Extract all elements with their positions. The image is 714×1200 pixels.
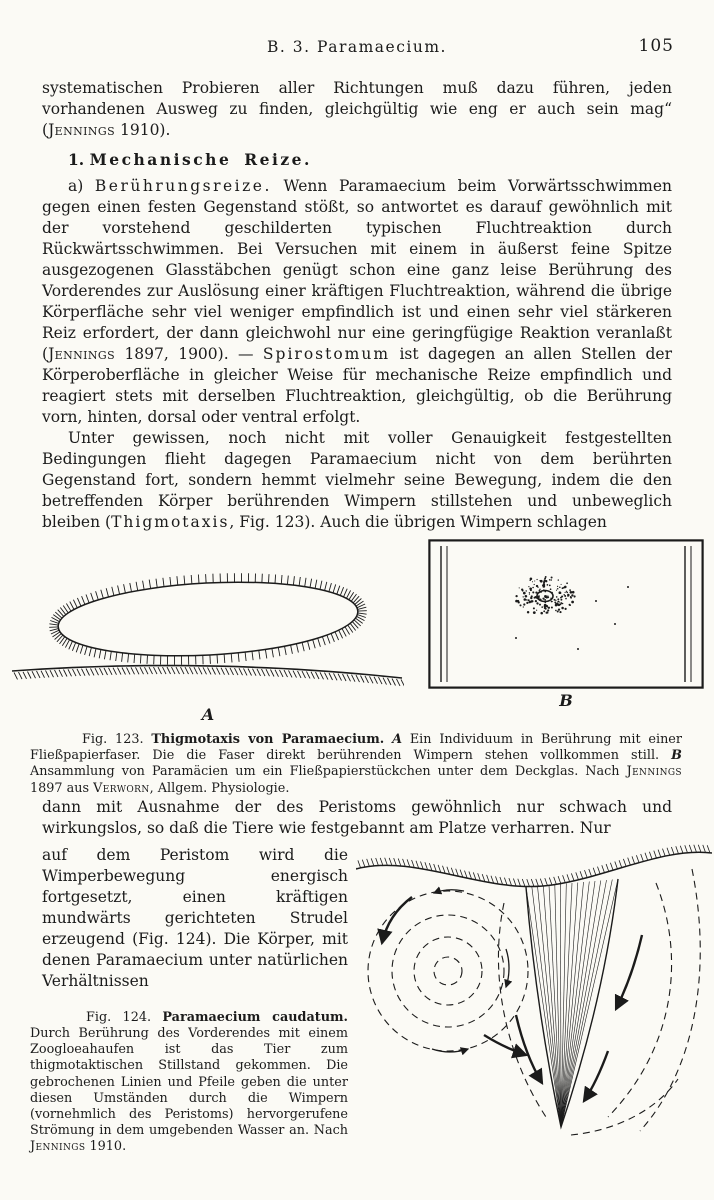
paragraph-continuation-2: dann mit Ausnahme der des Peristoms gewöhnlich nur schwach und wirkungslos, so daß die Tiere wie festgebannt am Platze verharren. Nur: [42, 797, 672, 837]
figure-123-caption: [30, 732, 682, 797]
figure-label-a: A: [201, 705, 215, 724]
section-title: Mechanische Reize.: [89, 150, 312, 169]
figure-123b: [428, 539, 704, 710]
page-header: [42, 38, 672, 56]
figure-123: [12, 539, 704, 724]
page-number: 105: [638, 36, 674, 56]
paramecia-cluster: [441, 546, 691, 682]
caption-text: 1897 aus: [30, 780, 94, 796]
caption-text: , Allgem. Physiologie.: [149, 780, 290, 796]
figure-123a: [12, 555, 404, 724]
paragraph-text: Unter gewissen, noch nicht mit voller Genauigkeit festgestellten Bedingungen flieht dagegen Paramaecium nicht von dem berührten Gegenstand fort, sondern hemmt vielmehr seine Bewegung, indem die den betreffenden Körper berührenden Wimpern stillstehen und unbeweglich bleiben (: [42, 429, 672, 531]
caption-text: Ein Individuum in Berührung mit einer Fließpapierfaser. Die die Faser direkt berührenden Wimpern stehen vollkommen still.: [30, 732, 683, 764]
caption-ref-b: B: [671, 748, 682, 764]
author-name: Jennings: [626, 764, 682, 780]
caption-text: 1910.: [85, 1139, 127, 1155]
term-beruehrungsreize: Berührungsreize.: [94, 177, 272, 195]
fiber-hatching: [14, 667, 404, 686]
paramecium-body-outline: [56, 575, 359, 663]
caption-title: Thigmotaxis von Paramaecium.: [151, 732, 385, 747]
left-column: [30, 845, 348, 1156]
caption-text: Durch Berührung des Vorderendes mit einem Zoogloeahaufen ist das Tier zum thigmotaktischen Stillstand gekommen. Die gebrochenen Linien und Pfeile geben die unter diesen Umständen durch die Wimpern (vornehmlich des Peristoms) hervorgerufene Strömung in dem umgebenden Wasser an. Nach: [30, 1026, 348, 1139]
author-name: Jennings: [48, 121, 116, 139]
paragraph-thigmotaxis: [42, 428, 672, 533]
author-name: Jennings: [30, 1139, 86, 1155]
running-head: B. 3. Paramaecium.: [267, 38, 447, 56]
paramecium-on-fiber-drawing: [12, 555, 404, 703]
caption-title: Paramaecium caudatum.: [162, 1009, 348, 1025]
section-number: 1.: [68, 150, 90, 169]
list-letter: a): [68, 177, 95, 195]
two-column-section: [30, 845, 672, 1156]
caption-fig-number: Fig. 123.: [82, 732, 144, 747]
term-spirostomum: Spirostomum: [262, 345, 391, 363]
paragraph-text: ist dagegen an allen Stellen der Körperoberfläche in gleicher Weise für mechanische Reize empfindlich und reagiert stets mit derselben Fluchtreaktion, gleichgültig, ob die Berührung vorn, hinten, dorsal oder ventral erfolgt.: [42, 345, 672, 426]
paragraph-continuation: [42, 78, 672, 141]
term-thigmotaxis: Thigmotaxis: [111, 513, 230, 531]
paragraph-peristom: auf dem Peristom wird die Wimperbewegung energisch fortgesetzt, einen kräftigen mundwärts gerichteten Strudel erzeugend (Fig. 124). Die Körper, mit denen Paramaecium unter natürlichen Verhältnissen: [42, 845, 348, 990]
paragraph-beruehrungsreize: [42, 176, 672, 428]
paragraph-text: systematischen Probieren aller Richtungen muß dazu führen, jeden vorhandenen Ausweg zu finden, gleichgültig wie eng er auch sein mag“ (: [42, 79, 672, 139]
figure-124-caption: [30, 1010, 348, 1156]
caption-ref-a: A: [392, 732, 402, 747]
caption-fig-number: Fig. 124.: [86, 1009, 152, 1025]
paramecia-aggregation-drawing: [428, 539, 704, 689]
streamlines-and-body: [356, 845, 712, 1135]
paragraph-text: 1910).: [115, 121, 171, 139]
paragraph-text: Wenn Paramaecium beim Vorwärtsschwimmen gegen einen festen Gegenstand stößt, so antwortet es darauf gewöhnlich mit der vorstehend geschilderten typischen Fluchtreaktion durch Rückwärtsschwimmen. Bei Versuchen mit einem in äußerst feine Spitze ausgezogenen Glasstäbchen genügt schon eine ganz leise Berührung des Vorderendes zur Auslösung einer kräftigen Fluchtreaktion, während die übrige Körperfläche sehr viel weniger empfindlich ist und einen sehr viel stärkeren Reiz erfordert, der dann gleichwohl nur eine geringfügige Reaktion veranlaßt (: [42, 177, 672, 363]
paragraph-text: , Fig. 123). Auch die übrigen Wimpern schlagen: [229, 513, 607, 531]
author-name: Verworn: [93, 780, 150, 796]
author-name: Jennings: [48, 345, 116, 363]
figure-label-b: B: [559, 691, 573, 710]
section-heading: [42, 149, 672, 170]
caption-text: Ansammlung von Paramäcien um ein Fließpapierstückchen unter dem Deckglas. Nach: [30, 764, 627, 780]
vortex-current-drawing: [356, 839, 712, 1141]
paragraph-text: 1897, 1900). —: [115, 345, 263, 363]
figure-124: [356, 839, 712, 1141]
coverglass-frame: [429, 540, 702, 687]
